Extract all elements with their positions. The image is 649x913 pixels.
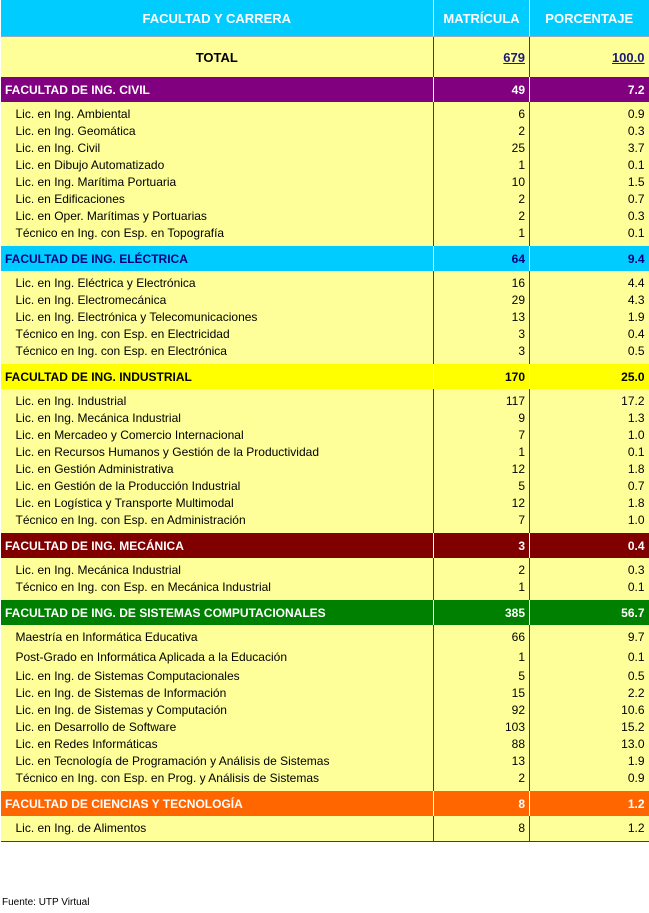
- career-name: Lic. en Ing. Mecánica Industrial: [1, 410, 434, 427]
- career-row: [1, 629, 649, 646]
- career-row: [1, 478, 649, 495]
- career-name: Lic. en Mercadeo y Comercio Internacional: [1, 427, 434, 444]
- career-name: Técnico en Ing. con Esp. en Prog. y Análisis de Sistemas: [1, 770, 434, 787]
- career-percentage: 0.3: [530, 123, 649, 140]
- career-enrollment: 2: [434, 208, 530, 225]
- career-enrollment: 66: [434, 629, 530, 646]
- career-row: [1, 461, 649, 478]
- career-name: Lic. en Ing. Industrial: [1, 393, 434, 410]
- career-enrollment: 2: [434, 191, 530, 208]
- career-row: [1, 326, 649, 343]
- career-percentage: 0.1: [530, 579, 649, 596]
- career-name: Lic. en Ing. de Sistemas y Computación: [1, 702, 434, 719]
- career-percentage: 0.9: [530, 770, 649, 787]
- career-name: Maestría en Informática Educativa: [1, 629, 434, 646]
- career-name: Técnico en Ing. con Esp. en Mecánica Industrial: [1, 579, 434, 596]
- career-row: [1, 106, 649, 123]
- career-enrollment: 2: [434, 562, 530, 579]
- career-row: [1, 208, 649, 225]
- faculty-percentage: 7.2: [530, 77, 649, 102]
- career-enrollment: 1: [434, 157, 530, 174]
- total-label: TOTAL: [1, 37, 434, 78]
- career-enrollment: 3: [434, 343, 530, 360]
- career-enrollment: 12: [434, 461, 530, 478]
- career-percentage: 17.2: [530, 393, 649, 410]
- career-name: Post-Grado en Informática Aplicada a la Educación: [1, 646, 434, 668]
- career-percentage: 1.9: [530, 309, 649, 326]
- faculty-percentage: 9.4: [530, 246, 649, 271]
- career-row: [1, 579, 649, 596]
- career-row: [1, 736, 649, 753]
- career-name: Lic. en Ing. de Sistemas de Información: [1, 685, 434, 702]
- career-percentage: 0.3: [530, 208, 649, 225]
- career-enrollment: 1: [434, 579, 530, 596]
- career-percentage: 10.6: [530, 702, 649, 719]
- faculty-name: FACULTAD DE ING. INDUSTRIAL: [1, 364, 434, 389]
- career-name: Técnico en Ing. con Esp. en Electricidad: [1, 326, 434, 343]
- faculty-percentage: 0.4: [530, 533, 649, 558]
- career-name: Lic. en Oper. Marítimas y Portuarias: [1, 208, 434, 225]
- faculty-percentage: 25.0: [530, 364, 649, 389]
- career-percentage: 0.1: [530, 225, 649, 242]
- faculty-header-row: [1, 77, 649, 102]
- career-name: Técnico en Ing. con Esp. en Electrónica: [1, 343, 434, 360]
- career-name: Lic. en Recursos Humanos y Gestión de la Productividad: [1, 444, 434, 461]
- career-enrollment: 25: [434, 140, 530, 157]
- career-percentage: 1.8: [530, 495, 649, 512]
- career-name: Lic. en Redes Informáticas: [1, 736, 434, 753]
- faculty-percentage: 56.7: [530, 600, 649, 625]
- career-enrollment: 5: [434, 668, 530, 685]
- career-name: Lic. en Ing. Mecánica Industrial: [1, 562, 434, 579]
- header-enrollment: MATRÍCULA: [434, 0, 530, 37]
- career-row: [1, 140, 649, 157]
- career-row: [1, 410, 649, 427]
- career-name: Lic. en Ing. Civil: [1, 140, 434, 157]
- career-name: Lic. en Tecnología de Programación y Análisis de Sistemas: [1, 753, 434, 770]
- career-row: [1, 702, 649, 719]
- career-enrollment: 12: [434, 495, 530, 512]
- career-row: [1, 123, 649, 140]
- career-row: [1, 343, 649, 360]
- career-name: Lic. en Ing. Marítima Portuaria: [1, 174, 434, 191]
- career-row: [1, 309, 649, 326]
- career-enrollment: 1: [434, 225, 530, 242]
- career-percentage: 0.7: [530, 478, 649, 495]
- career-enrollment: 9: [434, 410, 530, 427]
- total-enrollment: 679: [503, 49, 525, 65]
- career-name: Lic. en Ing. Eléctrica y Electrónica: [1, 275, 434, 292]
- header-row: [1, 0, 649, 37]
- career-enrollment: 3: [434, 326, 530, 343]
- career-name: Lic. en Edificaciones: [1, 191, 434, 208]
- career-percentage: 13.0: [530, 736, 649, 753]
- career-row: [1, 685, 649, 702]
- career-percentage: 1.0: [530, 427, 649, 444]
- source-footnote: Fuente: UTP Virtual: [2, 897, 90, 908]
- career-enrollment: 6: [434, 106, 530, 123]
- career-name: Lic. en Desarrollo de Software: [1, 719, 434, 736]
- total-row: [1, 37, 649, 78]
- career-row: [1, 444, 649, 461]
- career-row: [1, 191, 649, 208]
- career-percentage: 0.4: [530, 326, 649, 343]
- faculty-name: FACULTAD DE CIENCIAS Y TECNOLOGÍA: [1, 791, 434, 816]
- faculty-header-row: [1, 791, 649, 816]
- career-percentage: 9.7: [530, 629, 649, 646]
- career-percentage: 0.1: [530, 646, 649, 668]
- faculty-enrollment: 49: [434, 77, 530, 102]
- career-row: [1, 174, 649, 191]
- career-enrollment: 8: [434, 820, 530, 837]
- faculty-enrollment: 170: [434, 364, 530, 389]
- career-row: [1, 820, 649, 837]
- career-enrollment: 15: [434, 685, 530, 702]
- faculty-enrollment: 64: [434, 246, 530, 271]
- career-name: Lic. en Logística y Transporte Multimodal: [1, 495, 434, 512]
- career-percentage: 1.2: [530, 820, 649, 837]
- career-enrollment: 88: [434, 736, 530, 753]
- faculty-percentage: 1.2: [530, 791, 649, 816]
- career-row: [1, 770, 649, 787]
- faculty-name: FACULTAD DE ING. DE SISTEMAS COMPUTACIONALES: [1, 600, 434, 625]
- career-percentage: 0.9: [530, 106, 649, 123]
- career-percentage: 0.1: [530, 444, 649, 461]
- career-name: Técnico en Ing. con Esp. en Topografía: [1, 225, 434, 242]
- career-row: [1, 225, 649, 242]
- career-enrollment: 5: [434, 478, 530, 495]
- career-name: Lic. en Ing. Ambiental: [1, 106, 434, 123]
- faculty-header-row: [1, 364, 649, 389]
- header-faculty-career: FACULTAD Y CARRERA: [1, 0, 434, 37]
- career-name: Lic. en Ing. Electromecánica: [1, 292, 434, 309]
- career-row: [1, 646, 649, 668]
- career-enrollment: 16: [434, 275, 530, 292]
- total-percentage: 100.0: [611, 49, 645, 65]
- career-percentage: 15.2: [530, 719, 649, 736]
- career-name: Lic. en Ing. de Alimentos: [1, 820, 434, 837]
- career-enrollment: 103: [434, 719, 530, 736]
- career-row: [1, 512, 649, 529]
- career-percentage: 1.3: [530, 410, 649, 427]
- career-percentage: 0.5: [530, 343, 649, 360]
- career-row: [1, 719, 649, 736]
- career-row: [1, 275, 649, 292]
- career-row: [1, 495, 649, 512]
- career-enrollment: 117: [434, 393, 530, 410]
- career-percentage: 1.8: [530, 461, 649, 478]
- career-name: Lic. en Dibujo Automatizado: [1, 157, 434, 174]
- career-row: [1, 753, 649, 770]
- faculty-enrollment: 8: [434, 791, 530, 816]
- career-percentage: 1.9: [530, 753, 649, 770]
- career-percentage: 0.3: [530, 562, 649, 579]
- career-percentage: 3.7: [530, 140, 649, 157]
- header-percentage: PORCENTAJE: [530, 0, 649, 37]
- career-percentage: 0.5: [530, 668, 649, 685]
- faculty-header-row: [1, 600, 649, 625]
- faculty-header-row: [1, 533, 649, 558]
- career-enrollment: 13: [434, 753, 530, 770]
- career-enrollment: 7: [434, 427, 530, 444]
- career-percentage: 4.3: [530, 292, 649, 309]
- career-name: Lic. en Gestión Administrativa: [1, 461, 434, 478]
- faculty-enrollment: 3: [434, 533, 530, 558]
- career-row: [1, 427, 649, 444]
- career-row: [1, 668, 649, 685]
- career-enrollment: 13: [434, 309, 530, 326]
- career-enrollment: 2: [434, 770, 530, 787]
- career-percentage: 2.2: [530, 685, 649, 702]
- career-row: [1, 292, 649, 309]
- faculty-enrollment: 385: [434, 600, 530, 625]
- career-percentage: 0.7: [530, 191, 649, 208]
- career-row: [1, 562, 649, 579]
- career-percentage: 1.0: [530, 512, 649, 529]
- career-row: [1, 157, 649, 174]
- career-enrollment: 2: [434, 123, 530, 140]
- career-name: Técnico en Ing. con Esp. en Administración: [1, 512, 434, 529]
- career-name: Lic. en Ing. Geomática: [1, 123, 434, 140]
- career-enrollment: 1: [434, 646, 530, 668]
- faculty-name: FACULTAD DE ING. MECÁNICA: [1, 533, 434, 558]
- career-enrollment: 29: [434, 292, 530, 309]
- career-enrollment: 92: [434, 702, 530, 719]
- career-enrollment: 1: [434, 444, 530, 461]
- career-name: Lic. en Ing. Electrónica y Telecomunicaciones: [1, 309, 434, 326]
- career-percentage: 0.1: [530, 157, 649, 174]
- career-name: Lic. en Gestión de la Producción Industrial: [1, 478, 434, 495]
- section-spacer: [1, 837, 649, 842]
- faculty-name: FACULTAD DE ING. CIVIL: [1, 77, 434, 102]
- career-percentage: 4.4: [530, 275, 649, 292]
- faculty-header-row: [1, 246, 649, 271]
- career-percentage: 1.5: [530, 174, 649, 191]
- career-enrollment: 10: [434, 174, 530, 191]
- career-enrollment: 7: [434, 512, 530, 529]
- career-name: Lic. en Ing. de Sistemas Computacionales: [1, 668, 434, 685]
- career-row: [1, 393, 649, 410]
- faculty-name: FACULTAD DE ING. ELÉCTRICA: [1, 246, 434, 271]
